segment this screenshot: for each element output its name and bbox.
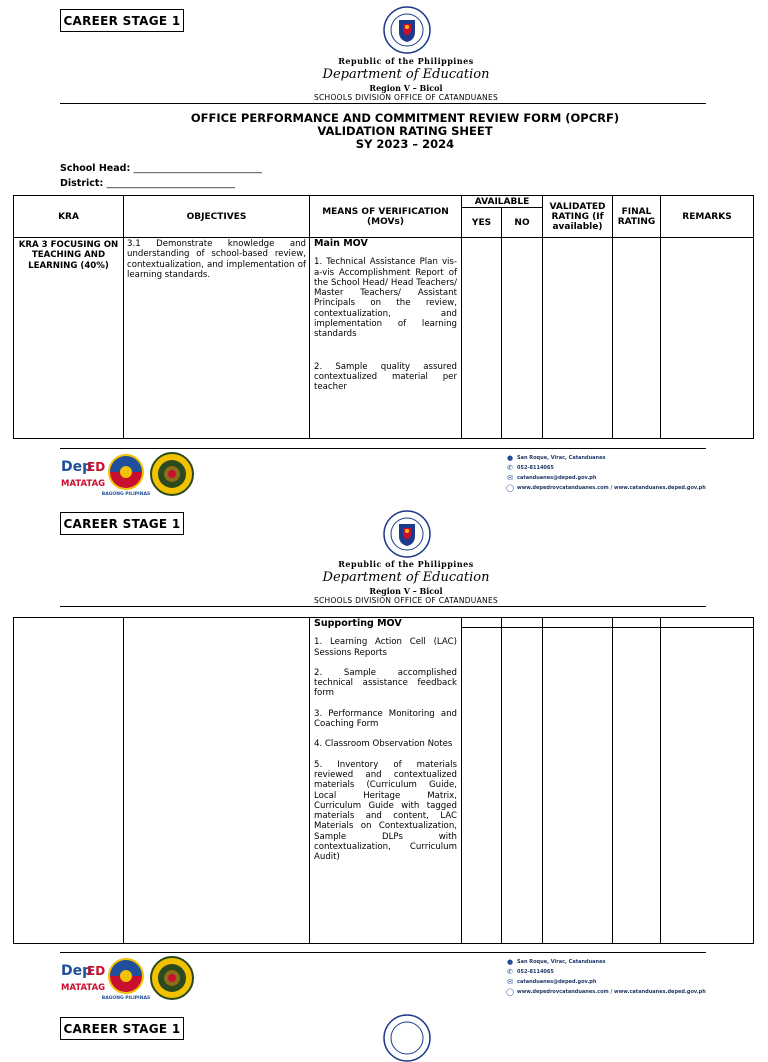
kra-cell: KRA 3 FOCUSING ON TEACHING AND LEARNING (40%) (14, 238, 124, 439)
objectives-header: OBJECTIVES (124, 196, 310, 238)
no-cell[interactable] (502, 628, 543, 944)
bagong-pilipinas-logo-icon (101, 956, 151, 1001)
phone-text: 052-8114065 (517, 465, 554, 471)
contact-block (506, 453, 706, 493)
kra-header: KRA (14, 196, 124, 238)
no-header: NO (502, 208, 543, 238)
svg-text:Dep: Dep (61, 963, 93, 979)
supporting-mov-item: 5. Inventory of materials reviewed and contextualized materials (Curriculum Guide, Local Heritage Matrix, Curriculum Guide with tagged materials and content, LAC Materials on Contextualization, Sample DLPs with contextualization, Curriculum Audit) (314, 759, 457, 863)
email-text[interactable]: catanduanes@deped.gov.ph (517, 979, 597, 985)
remarks-header: REMARKS (661, 196, 754, 238)
district-blank[interactable]: ___________________________ (106, 178, 235, 189)
website-text[interactable]: www.depedrovcatanduanes.com / www.catanduanes.deped.gov.ph (517, 485, 706, 491)
objective-cell (124, 618, 310, 944)
letterhead (256, 559, 556, 605)
svg-text:BAGONG PILIPINAS: BAGONG PILIPINAS (101, 996, 151, 1001)
objective-cell: 3.1 Demonstrate knowledge and understanding of school-based review, contextualization, and implementation of learning standards. (124, 238, 310, 439)
email-text[interactable]: catanduanes@deped.gov.ph (517, 475, 597, 481)
school-head-label: School Head: (60, 163, 131, 174)
email-icon: ✉ (507, 978, 513, 986)
yes-cell[interactable] (462, 628, 502, 944)
available-header: AVAILABLE (462, 196, 543, 208)
region-text: Region V – Bicol (369, 586, 443, 596)
deped-matatag-logo-icon (60, 453, 106, 491)
main-mov-cell (310, 238, 462, 439)
supporting-mov-item: 3. Performance Monitoring and Coaching Form (314, 708, 457, 730)
validation-table (13, 195, 754, 439)
address-text: San Roque, Virac, Catanduanes (517, 455, 606, 461)
validated-rating-header: VALIDATED RATING (If available) (543, 196, 613, 238)
department-text: Department of Education (322, 570, 490, 585)
career-stage-label: CAREER STAGE 1 (60, 9, 184, 32)
deped-matatag-logo-icon (60, 957, 106, 995)
yes-cell[interactable] (462, 238, 502, 439)
form-title (150, 112, 660, 151)
yes-header: YES (462, 208, 502, 238)
supporting-mov-item: 4. Classroom Observation Notes (314, 739, 453, 750)
remarks-cell[interactable] (661, 238, 754, 439)
career-stage-label: CAREER STAGE 1 (60, 1017, 184, 1040)
district-field (60, 178, 235, 189)
letterhead (256, 56, 556, 102)
main-mov-title: Main MOV (314, 238, 368, 249)
location-pin-icon: ● (506, 958, 514, 966)
republic-text: Republic of the Philippines (338, 56, 474, 66)
svg-text:ED: ED (87, 460, 106, 474)
phone-icon: ✆ (507, 968, 513, 976)
bagong-pilipinas-logo-icon (101, 452, 151, 497)
final-rating-cell[interactable] (613, 618, 661, 628)
svg-text:ED: ED (87, 964, 106, 978)
validation-table-continued (13, 617, 754, 944)
main-mov-item: 1. Technical Assistance Plan vis-a-vis Accomplishment Report of the School Head/ Head Teachers/ Master Teachers/ Assistant Principals on the review, contextualization, and implementation of learning standards (314, 257, 457, 340)
website-text[interactable]: www.depedrovcatanduanes.com / www.catanduanes.deped.gov.ph (517, 989, 706, 995)
page-3-partial (0, 1008, 768, 1036)
footer-divider (60, 448, 706, 449)
svg-text:BAGONG PILIPINAS: BAGONG PILIPINAS (101, 492, 151, 497)
svg-text:Dep: Dep (61, 459, 93, 475)
form-title-line1: OFFICE PERFORMANCE AND COMMITMENT REVIEW FORM (OPCRF) (190, 111, 620, 125)
final-rating-cell[interactable] (613, 238, 661, 439)
deped-seal-icon (383, 510, 431, 558)
region-text: Region V – Bicol (369, 83, 443, 93)
validated-rating-cell[interactable] (543, 628, 613, 944)
school-head-blank[interactable]: ___________________________ (133, 163, 262, 174)
location-pin-icon: ● (506, 454, 514, 462)
remarks-cell[interactable] (661, 628, 754, 944)
department-text: Department of Education (322, 67, 490, 82)
district-label: District: (60, 178, 104, 189)
deped-seal-icon (383, 1014, 431, 1062)
validated-rating-cell[interactable] (543, 238, 613, 439)
main-mov-item: 2. Sample quality assured contextualized material per teacher (314, 361, 457, 393)
sdo-catanduanes-seal-icon (150, 452, 194, 496)
globe-icon: ◯ (506, 988, 514, 996)
no-cell[interactable] (502, 238, 543, 439)
globe-icon: ◯ (506, 484, 514, 492)
svg-text:MATATAG: MATATAG (61, 479, 106, 489)
phone-icon: ✆ (507, 464, 513, 472)
header-divider (60, 606, 706, 607)
final-rating-header: FINAL RATING (613, 196, 661, 238)
republic-text: Republic of the Philippines (338, 559, 474, 569)
career-stage-label: CAREER STAGE 1 (60, 512, 184, 535)
division-text: SCHOOLS DIVISION OFFICE OF CATANDUANES (313, 596, 499, 605)
yes-cell[interactable] (462, 618, 502, 628)
contact-block (506, 957, 706, 997)
email-icon: ✉ (507, 474, 513, 482)
svg-text:MATATAG: MATATAG (61, 983, 106, 993)
supporting-mov-item: 2. Sample accomplished technical assistance feedback form (314, 667, 457, 699)
page-1 (0, 0, 768, 504)
phone-text: 052-8114065 (517, 969, 554, 975)
header-divider (60, 103, 706, 104)
division-text: SCHOOLS DIVISION OFFICE OF CATANDUANES (313, 93, 499, 102)
deped-seal-icon (383, 6, 431, 54)
school-head-field (60, 163, 262, 174)
school-year: SY 2023 – 2024 (355, 137, 455, 151)
supporting-mov-title: Supporting MOV (314, 618, 402, 629)
sdo-catanduanes-seal-icon (150, 956, 194, 1000)
supporting-mov-cell (310, 618, 462, 944)
supporting-mov-item: 1. Learning Action Cell (LAC) Sessions Reports (314, 637, 457, 658)
remarks-cell[interactable] (661, 618, 754, 628)
footer-divider (60, 952, 706, 953)
mov-header: MEANS OF VERIFICATION (MOVs) (310, 196, 462, 238)
no-cell[interactable] (502, 618, 543, 628)
final-rating-cell[interactable] (613, 628, 661, 944)
kra-cell (14, 618, 124, 944)
form-title-line2: VALIDATION RATING SHEET (317, 124, 493, 138)
address-text: San Roque, Virac, Catanduanes (517, 959, 606, 965)
validated-rating-cell[interactable] (543, 618, 613, 628)
page-2 (0, 504, 768, 1008)
